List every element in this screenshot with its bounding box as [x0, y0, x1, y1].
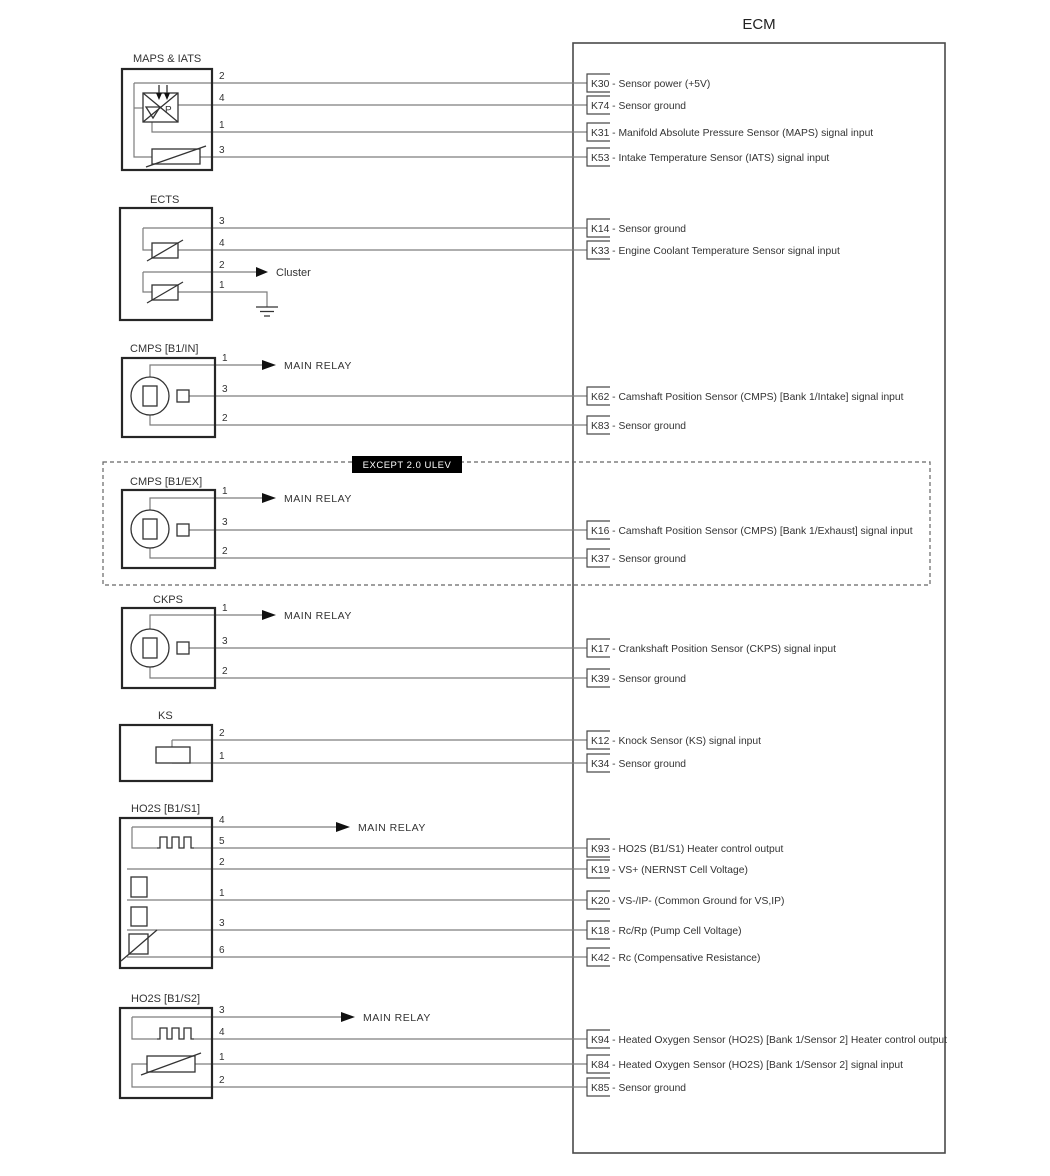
ecm-pin	[587, 860, 748, 878]
sensor-label: CKPS	[153, 594, 183, 606]
wires	[127, 827, 587, 957]
pin-number: 3	[219, 1005, 225, 1016]
pin-number: 2	[219, 857, 225, 868]
thermistor-icon	[146, 146, 206, 167]
sensor-cmps-b1-in	[122, 343, 587, 437]
thermistor-icon	[147, 282, 183, 303]
ecm-pin-label: K42 - Rc (Compensative Resistance)	[591, 953, 761, 964]
pin-number: 3	[219, 216, 225, 227]
sensor-label: ECTS	[150, 194, 180, 206]
pin-number: 3	[222, 636, 228, 647]
ecm-pin	[587, 123, 873, 141]
except-badge-label: EXCEPT 2.0 ULEV	[362, 460, 452, 471]
pin-number: 1	[219, 751, 225, 762]
ecm-pin	[587, 839, 783, 857]
ecm-pin-label: K34 - Sensor ground	[591, 759, 687, 770]
wires	[134, 83, 587, 157]
wire	[132, 1017, 157, 1039]
main-relay-label: MAIN RELAY	[363, 1012, 431, 1024]
ecm-pin-label: K33 - Engine Coolant Temperature Sensor signal input	[591, 246, 840, 257]
ecm-pin-label: K74 - Sensor ground	[591, 101, 687, 112]
wire	[150, 615, 262, 629]
pin-number: 2	[219, 728, 225, 739]
arrow-head-icon	[341, 1012, 355, 1022]
wire	[178, 292, 267, 307]
ecm-pin-label: K37 - Sensor ground	[591, 554, 687, 565]
sensor-label: CMPS [B1/EX]	[130, 476, 203, 488]
ecm-pin	[587, 639, 836, 657]
sensor-ho2s-b1-s2	[120, 993, 587, 1098]
main-relay-label: MAIN RELAY	[358, 822, 426, 834]
ecm-pin	[587, 754, 686, 772]
ecm-box	[573, 43, 948, 1153]
wires	[172, 740, 587, 763]
cell-icon	[131, 877, 147, 897]
arrow-head-icon	[262, 493, 276, 503]
ecm-pin-label: K20 - VS-/IP- (Common Ground for VS,IP)	[591, 896, 785, 907]
ecm-pin	[587, 948, 760, 966]
wire	[132, 1064, 587, 1087]
pin-number: 3	[222, 384, 228, 395]
ecm-pin	[587, 219, 686, 237]
main-relay-label: MAIN RELAY	[284, 610, 352, 622]
ecm-pin	[587, 549, 686, 567]
sensor-label: KS	[158, 710, 173, 722]
ground-icon	[256, 307, 278, 316]
ecm-pin-label: K19 - VS+ (NERNST Cell Voltage)	[591, 865, 748, 876]
cluster-label: Cluster	[276, 267, 311, 279]
pin-number: 2	[219, 71, 225, 82]
pressure-sensor-icon	[143, 85, 178, 122]
sensor-label: CMPS [B1/IN]	[130, 343, 199, 355]
ecm-pin-label: K39 - Sensor ground	[591, 674, 687, 685]
ecm-pin	[587, 1030, 947, 1048]
ecm-pin	[587, 1078, 686, 1096]
sensor-ckps	[122, 594, 587, 688]
ecm-pin-label: K93 - HO2S (B1/S1) Heater control output	[591, 844, 784, 855]
pin-number: 4	[219, 238, 225, 249]
ecm-pin	[587, 416, 686, 434]
wire	[150, 365, 262, 377]
pin-number: 1	[219, 888, 225, 899]
pin-number: 4	[219, 815, 225, 826]
ecm-pin-label: K30 - Sensor power (+5V)	[591, 79, 711, 90]
ecm-pin-label: K53 - Intake Temperature Sensor (IATS) signal input	[591, 153, 830, 164]
main-relay-arrow	[262, 610, 352, 622]
ecm-pin	[587, 74, 710, 92]
arrow-head-icon	[262, 610, 276, 620]
ecm-pin	[587, 1055, 903, 1073]
wire	[143, 272, 152, 292]
cell-icon	[131, 907, 147, 926]
ecm-pin-label: K16 - Camshaft Position Sensor (CMPS) [Bank 1/Exhaust] signal input	[591, 526, 913, 537]
pin-number: 1	[222, 486, 228, 497]
pin-number: 2	[222, 546, 228, 557]
ecm-pin-rows	[587, 74, 947, 1096]
sensor-label: MAPS & IATS	[133, 53, 202, 65]
pin-number: 1	[219, 280, 225, 291]
pin-number: 6	[219, 945, 225, 956]
hall-sensor-icon	[131, 510, 189, 548]
ecm-title: ECM	[742, 16, 776, 33]
main-relay-arrow	[262, 493, 352, 505]
main-relay-arrow	[336, 822, 426, 834]
pin-number: 4	[219, 1027, 225, 1038]
wire	[152, 122, 587, 132]
pin-number: 1	[219, 1052, 225, 1063]
heater-icon	[157, 1028, 194, 1039]
ecm-pin	[587, 731, 761, 749]
arrow-head-icon	[256, 267, 268, 277]
ecm-pin-label: K12 - Knock Sensor (KS) signal input	[591, 736, 761, 747]
thermistor-icon	[141, 1053, 201, 1075]
variable-cell-icon	[121, 930, 157, 961]
knock-element-icon	[156, 747, 190, 763]
heater-icon	[157, 837, 194, 848]
main-relay-label: MAIN RELAY	[284, 360, 352, 372]
main-relay-arrow	[262, 360, 352, 372]
sensor-ects	[120, 194, 587, 320]
wires	[132, 1017, 587, 1087]
pin-number: 2	[219, 260, 225, 271]
arrow-head-icon	[336, 822, 350, 832]
ecm-pin-label: K14 - Sensor ground	[591, 224, 687, 235]
pin-number: 1	[222, 353, 228, 364]
ecm-pin-label: K62 - Camshaft Position Sensor (CMPS) [Bank 1/Intake] signal input	[591, 392, 904, 403]
pin-number: 1	[222, 603, 228, 614]
ecm-pin	[587, 891, 784, 909]
sensor-label: HO2S [B1/S2]	[131, 993, 201, 1005]
ecm-pin-label: K94 - Heated Oxygen Sensor (HO2S) [Bank 1/Sensor 2] Heater control output	[591, 1035, 948, 1046]
arrow-head-icon	[262, 360, 276, 370]
wire	[143, 228, 152, 250]
pressure-p-label: P	[165, 105, 172, 116]
ecm-pin	[587, 148, 829, 166]
wire	[150, 498, 262, 510]
hall-sensor-icon	[131, 377, 189, 415]
ecm-pin	[587, 921, 742, 939]
pin-number: 3	[219, 918, 225, 929]
ecm-pin	[587, 96, 686, 114]
main-relay-label: MAIN RELAY	[284, 493, 352, 505]
sensor-label: HO2S [B1/S1]	[131, 803, 201, 815]
connector-box	[120, 1008, 212, 1098]
wire	[132, 827, 157, 848]
connector-box	[120, 208, 212, 320]
ecm-pin-label: K18 - Rc/Rp (Pump Cell Voltage)	[591, 926, 742, 937]
pin-number: 2	[219, 1075, 225, 1086]
ecm-pin	[587, 387, 904, 405]
ecm-pin-label: K17 - Crankshaft Position Sensor (CKPS) signal input	[591, 644, 836, 655]
sensor-ho2s-b1-s1	[120, 803, 587, 968]
cluster-arrow	[256, 267, 311, 279]
sensor-cmps-b1-ex	[122, 476, 587, 568]
ecm-pin-label: K31 - Manifold Absolute Pressure Sensor (MAPS) signal input	[591, 128, 874, 139]
ecm-pin	[587, 669, 686, 687]
pin-number: 2	[222, 666, 228, 677]
sensor-maps-iats	[122, 53, 587, 170]
ecm-pin-label: K85 - Sensor ground	[591, 1083, 687, 1094]
ecm-pin	[587, 521, 913, 539]
pin-number: 5	[219, 836, 225, 847]
main-relay-arrow	[341, 1012, 431, 1024]
wires	[143, 228, 587, 307]
pin-number: 3	[219, 145, 225, 156]
thermistor-icon	[147, 240, 183, 261]
pin-number: 2	[222, 413, 228, 424]
pin-number: 4	[219, 93, 225, 104]
ecm-pin	[587, 241, 840, 259]
sensor-ks	[120, 710, 587, 781]
pin-number: 3	[222, 517, 228, 528]
hall-sensor-icon	[131, 629, 189, 667]
ecm-pin-label: K84 - Heated Oxygen Sensor (HO2S) [Bank 1/Sensor 2] signal input	[591, 1060, 903, 1071]
ecm-pin-label: K83 - Sensor ground	[591, 421, 687, 432]
pin-number: 1	[219, 120, 225, 131]
